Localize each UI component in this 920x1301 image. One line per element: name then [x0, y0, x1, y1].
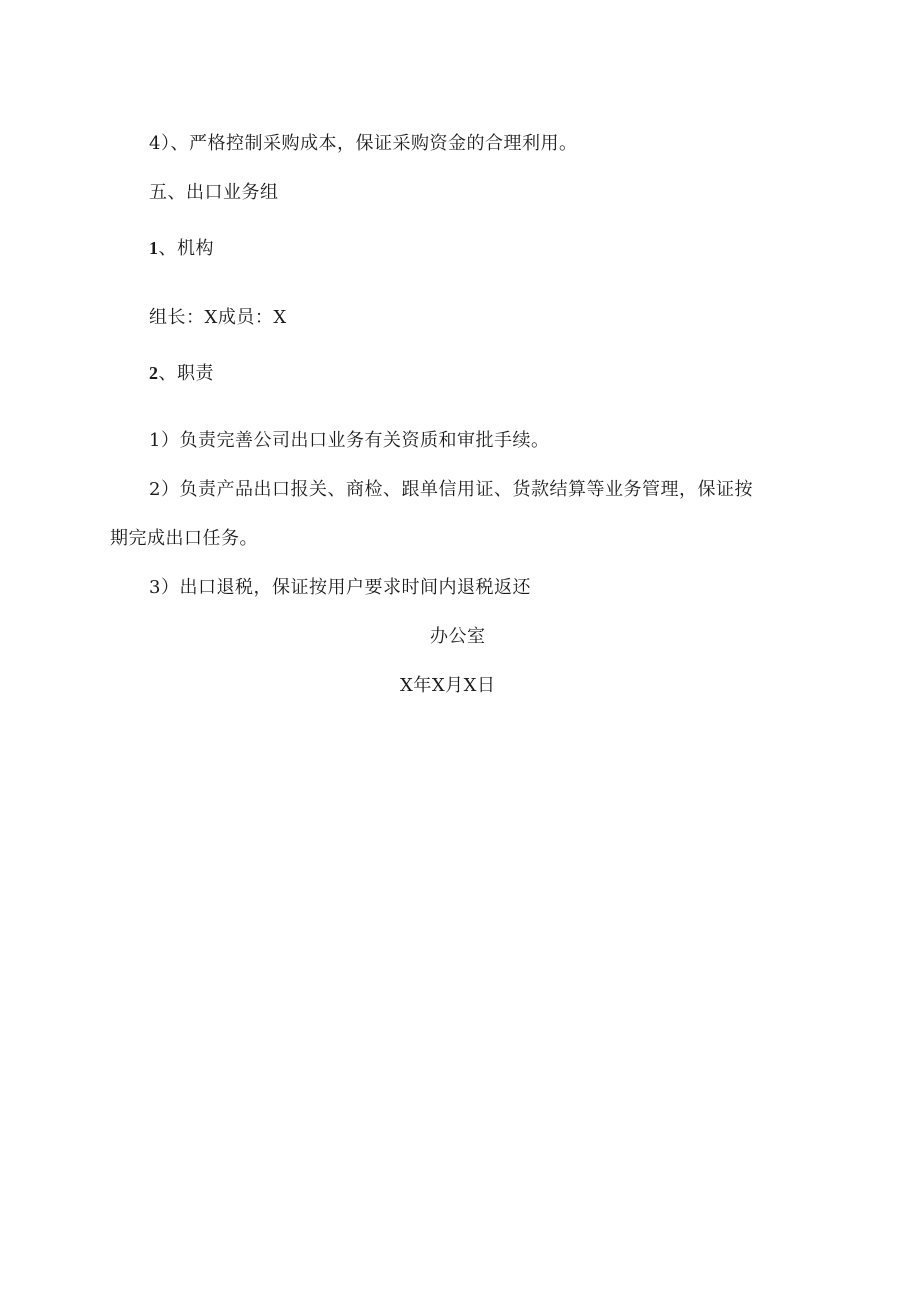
signature-date: X年X月X日 [400, 675, 496, 696]
signature-office: 办公室 [430, 626, 486, 647]
duty-3-text: 3）出口退税，保证按用户要求时间内退税返还 [149, 577, 531, 598]
duty-1-text: 1）负责完善公司出口业务有关资质和审批手续。 [149, 430, 550, 451]
subheading-2 [149, 361, 214, 386]
duty-2-line-2: 期完成出口任务。 [110, 528, 258, 549]
duty-2-line-1: 2）负责产品出口报关、商检、跟单信用证、货款结算等业务管理，保证按 [149, 479, 753, 500]
members-line: 组长：X成员：X [149, 307, 287, 328]
subheading-1-number: 1 [149, 238, 159, 258]
subheading-1-label: 、机构 [158, 238, 214, 259]
item-4-text: 4）、严格控制采购成本，保证采购资金的合理利用。 [149, 133, 578, 154]
subheading-2-label: 、职责 [158, 363, 214, 384]
section-5-title: 五、出口业务组 [149, 182, 279, 203]
subheading-2-number: 2 [149, 363, 159, 383]
subheading-1 [149, 236, 214, 261]
